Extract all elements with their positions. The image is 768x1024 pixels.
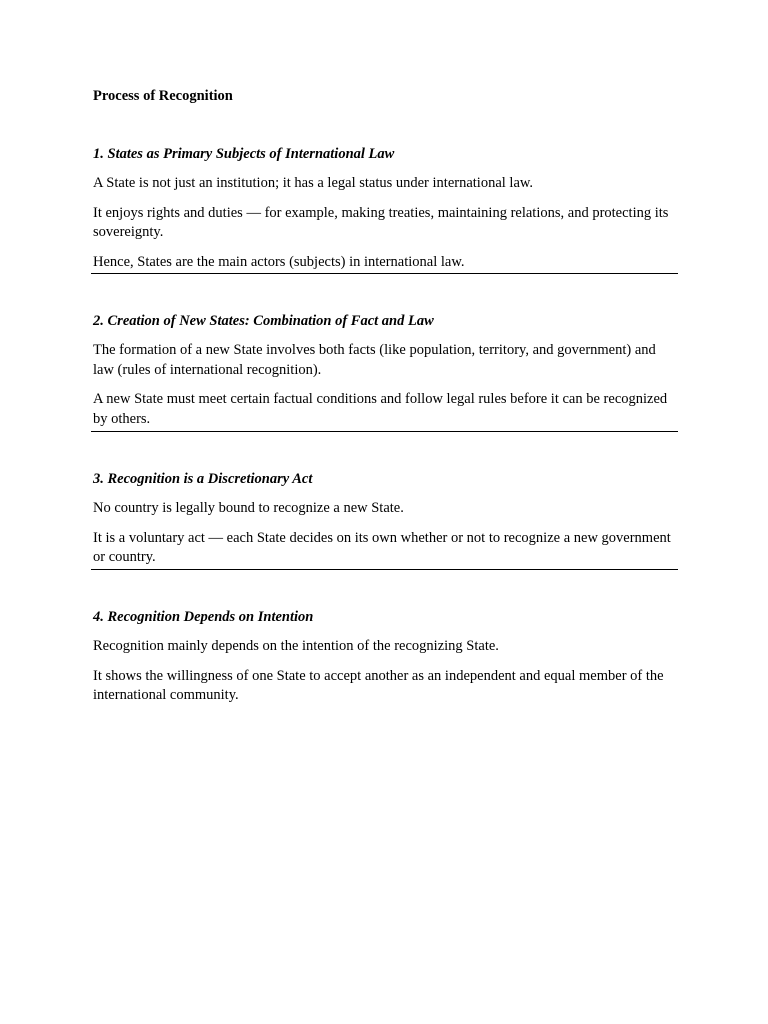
section-divider <box>91 569 678 570</box>
paragraph: Hence, States are the main actors (subjects) in international law. <box>93 253 465 270</box>
section-depends-on-intention <box>93 608 678 706</box>
section-divider <box>91 431 678 432</box>
document-title: Process of Recognition <box>93 88 233 104</box>
section-heading: 3. Recognition is a Discretionary Act <box>93 471 313 487</box>
paragraph: A State is not just an institution; it has a legal status under international law. <box>93 175 534 191</box>
paragraph: It enjoys rights and duties — for example, making treaties, maintaining relations, and protecting its sovereignty. <box>93 204 669 240</box>
section-heading: 2. Creation of New States: Combination of Fact and Law <box>93 313 434 329</box>
section-states-as-primary-subjects <box>93 145 678 272</box>
section-creation-of-new-states <box>93 312 678 429</box>
paragraph: It is a voluntary act — each State decides on its own whether or not to recognize a new government or country. <box>93 529 671 565</box>
paragraph: A new State must meet certain factual conditions and follow legal rules before it can be recognized by others. <box>93 391 668 427</box>
paragraph: Recognition mainly depends on the intention of the recognizing State. <box>93 638 499 654</box>
section-heading: 1. States as Primary Subjects of International Law <box>93 146 395 162</box>
paragraph: No country is legally bound to recognize a new State. <box>93 500 404 516</box>
section-heading: 4. Recognition Depends on Intention <box>93 609 314 625</box>
paragraph: It shows the willingness of one State to accept another as an independent and equal member of the international community. <box>93 667 664 703</box>
paragraph: The formation of a new State involves both facts (like population, territory, and government) and law (rules of international recognition). <box>93 342 656 378</box>
section-divider <box>91 273 678 274</box>
section-discretionary-act <box>93 470 678 568</box>
